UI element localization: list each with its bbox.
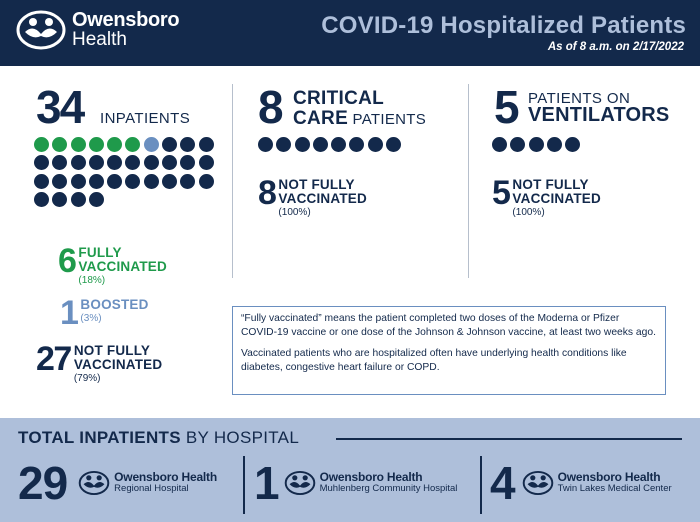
inpatients-not-fully-pct: (79%) (73, 373, 101, 384)
as-of-timestamp: As of 8 a.m. on 2/17/2022 (547, 41, 684, 53)
inpatient-dot-not-fully (107, 174, 122, 189)
page-title: COVID-19 Hospitalized Patients (321, 12, 686, 39)
inpatient-dot-boosted (144, 137, 159, 152)
owensboro-health-logo-icon (16, 10, 66, 50)
ventilator-dot-not-fully (492, 137, 507, 152)
inpatient-dot-not-fully (162, 155, 177, 170)
inpatient-dot-fully (107, 137, 122, 152)
ventilator-dot-not-fully (547, 137, 562, 152)
inpatient-dot-fully (34, 137, 49, 152)
header-bar (0, 0, 700, 66)
hospital-twin-lakes-brand: Owensboro Health (557, 470, 661, 484)
inpatient-dot-not-fully (52, 192, 67, 207)
definition-note-box (232, 306, 666, 395)
critical-dot-not-fully (313, 137, 328, 152)
critical-dot-not-fully (295, 137, 310, 152)
inpatient-dot-not-fully (52, 155, 67, 170)
ventilator-not-fully-title-line1: NOT FULLY (512, 177, 589, 192)
inpatient-dot-not-fully (125, 155, 140, 170)
inpatient-dot-not-fully (107, 155, 122, 170)
column-divider-2 (468, 84, 469, 278)
hospital-muhlenberg-site: Muhlenberg Community Hospital (319, 483, 458, 494)
note-underlying-conditions: Vaccinated patients who are hospitalized often have underlying health conditions like diabetes, congestive heart failure or COPD. (241, 348, 627, 373)
inpatient-dot-not-fully (162, 174, 177, 189)
inpatient-dot-not-fully (199, 155, 214, 170)
column-divider-1 (232, 84, 233, 278)
critical-dot-not-fully (386, 137, 401, 152)
inpatient-dot-not-fully (162, 137, 177, 152)
ventilator-dot-grid (492, 137, 642, 152)
by-hospital-title-bold: TOTAL INPATIENTS (18, 428, 181, 447)
inpatient-dot-not-fully (144, 174, 159, 189)
hospital-regional (18, 458, 217, 508)
inpatients-boosted-stat (60, 294, 149, 332)
ventilator-dot-not-fully (529, 137, 544, 152)
inpatients-not-fully-title-line2: VACCINATED (73, 357, 163, 372)
critical-dot-not-fully (331, 137, 346, 152)
inpatient-dot-not-fully (34, 192, 49, 207)
critical-dot-not-fully (276, 137, 291, 152)
inpatient-dot-fully (52, 137, 67, 152)
fully-vaccinated-count: 6 (58, 242, 76, 280)
boosted-count: 1 (60, 294, 78, 332)
hospital-muhlenberg-brand: Owensboro Health (319, 470, 423, 484)
hospital-twin-lakes-site: Twin Lakes Medical Center (557, 483, 672, 494)
critical-not-fully-pct: (100%) (278, 207, 311, 218)
inpatient-dot-not-fully (52, 174, 67, 189)
inpatients-not-fully-title-line1: NOT FULLY (73, 343, 151, 358)
note-fully-vaccinated-definition: “Fully vaccinated” means the patient completed two doses of the Moderna or Pfizer COVID-19 vaccine or one dose of the Johnson & Johnson vaccine, at least two weeks ago. (241, 313, 656, 338)
hospital-regional-brand: Owensboro Health (114, 470, 217, 484)
ventilator-not-fully-title-line2: VACCINATED (512, 191, 601, 206)
brand-name-line2: Health (72, 29, 127, 50)
fully-vaccinated-title-line2: VACCINATED (78, 259, 167, 274)
inpatient-dot-fully (71, 137, 86, 152)
critical-label-line2 (293, 108, 426, 130)
inpatient-dot-not-fully (144, 155, 159, 170)
brand-logo (16, 10, 179, 50)
hospital-muhlenberg-count: 1 (254, 457, 279, 509)
boosted-title: BOOSTED (80, 297, 149, 312)
ventilator-dot-not-fully (565, 137, 580, 152)
hospital-separator-1 (243, 456, 245, 514)
fully-vaccinated-title-line1: FULLY (78, 245, 122, 260)
inpatient-dot-fully (89, 137, 104, 152)
ventilator-count: 5 (494, 81, 518, 133)
owensboro-health-logo-icon (521, 470, 555, 496)
critical-dot-not-fully (258, 137, 273, 152)
critical-dot-not-fully (349, 137, 364, 152)
critical-not-fully-vaccinated-stat (258, 174, 367, 218)
critical-not-fully-title-line2: VACCINATED (278, 191, 367, 206)
by-hospital-title (18, 428, 299, 448)
critical-dot-not-fully (368, 137, 383, 152)
inpatients-dot-grid (34, 137, 216, 207)
brand-name-line1: Owensboro (72, 9, 180, 31)
hospital-muhlenberg (254, 458, 457, 508)
inpatient-dot-not-fully (71, 174, 86, 189)
by-hospital-title-rest: BY HOSPITAL (180, 428, 300, 447)
hospital-twin-lakes-count: 4 (490, 457, 515, 509)
hospital-regional-site: Regional Hospital (114, 483, 189, 494)
inpatient-dot-not-fully (71, 155, 86, 170)
hospital-separator-2 (480, 456, 482, 514)
critical-not-fully-count: 8 (258, 174, 276, 212)
inpatient-dot-not-fully (34, 155, 49, 170)
inpatient-dot-not-fully (34, 174, 49, 189)
inpatients-not-fully-count: 27 (36, 340, 71, 378)
inpatients-label: INPATIENTS (100, 110, 191, 127)
inpatients-fully-vaccinated-stat (58, 242, 167, 286)
inpatient-dot-not-fully (199, 137, 214, 152)
fully-vaccinated-pct: (18%) (78, 275, 106, 286)
ventilator-not-fully-count: 5 (492, 174, 510, 212)
owensboro-health-logo-icon (77, 470, 111, 496)
inpatient-dot-not-fully (180, 174, 195, 189)
hospital-twin-lakes (490, 458, 672, 508)
inpatients-count: 34 (36, 81, 84, 133)
critical-label-patients: PATIENTS (348, 111, 427, 128)
critical-label-care: CARE (293, 108, 349, 129)
hospital-regional-count: 29 (18, 457, 68, 509)
critical-care-count: 8 (258, 81, 282, 133)
boosted-pct: (3%) (80, 313, 102, 324)
inpatient-dot-not-fully (180, 137, 195, 152)
inpatient-dot-not-fully (199, 174, 214, 189)
critical-label-line1: CRITICAL (293, 88, 385, 109)
ventilator-label-line2: VENTILATORS (528, 104, 670, 126)
inpatient-dot-not-fully (125, 174, 140, 189)
inpatients-not-fully-vaccinated-stat (36, 340, 163, 384)
critical-dot-grid (258, 137, 408, 152)
ventilator-not-fully-pct: (100%) (512, 207, 545, 218)
inpatient-dot-not-fully (89, 174, 104, 189)
inpatient-dot-not-fully (180, 155, 195, 170)
inpatient-dot-fully (125, 137, 140, 152)
by-hospital-title-rule (336, 438, 682, 440)
ventilator-dot-not-fully (510, 137, 525, 152)
owensboro-health-logo-icon (283, 470, 317, 496)
ventilator-label-line1: PATIENTS ON (528, 90, 631, 107)
inpatient-dot-not-fully (89, 192, 104, 207)
critical-not-fully-title-line1: NOT FULLY (278, 177, 355, 192)
ventilator-not-fully-vaccinated-stat (492, 174, 601, 218)
inpatient-dot-not-fully (71, 192, 86, 207)
inpatient-dot-not-fully (89, 155, 104, 170)
